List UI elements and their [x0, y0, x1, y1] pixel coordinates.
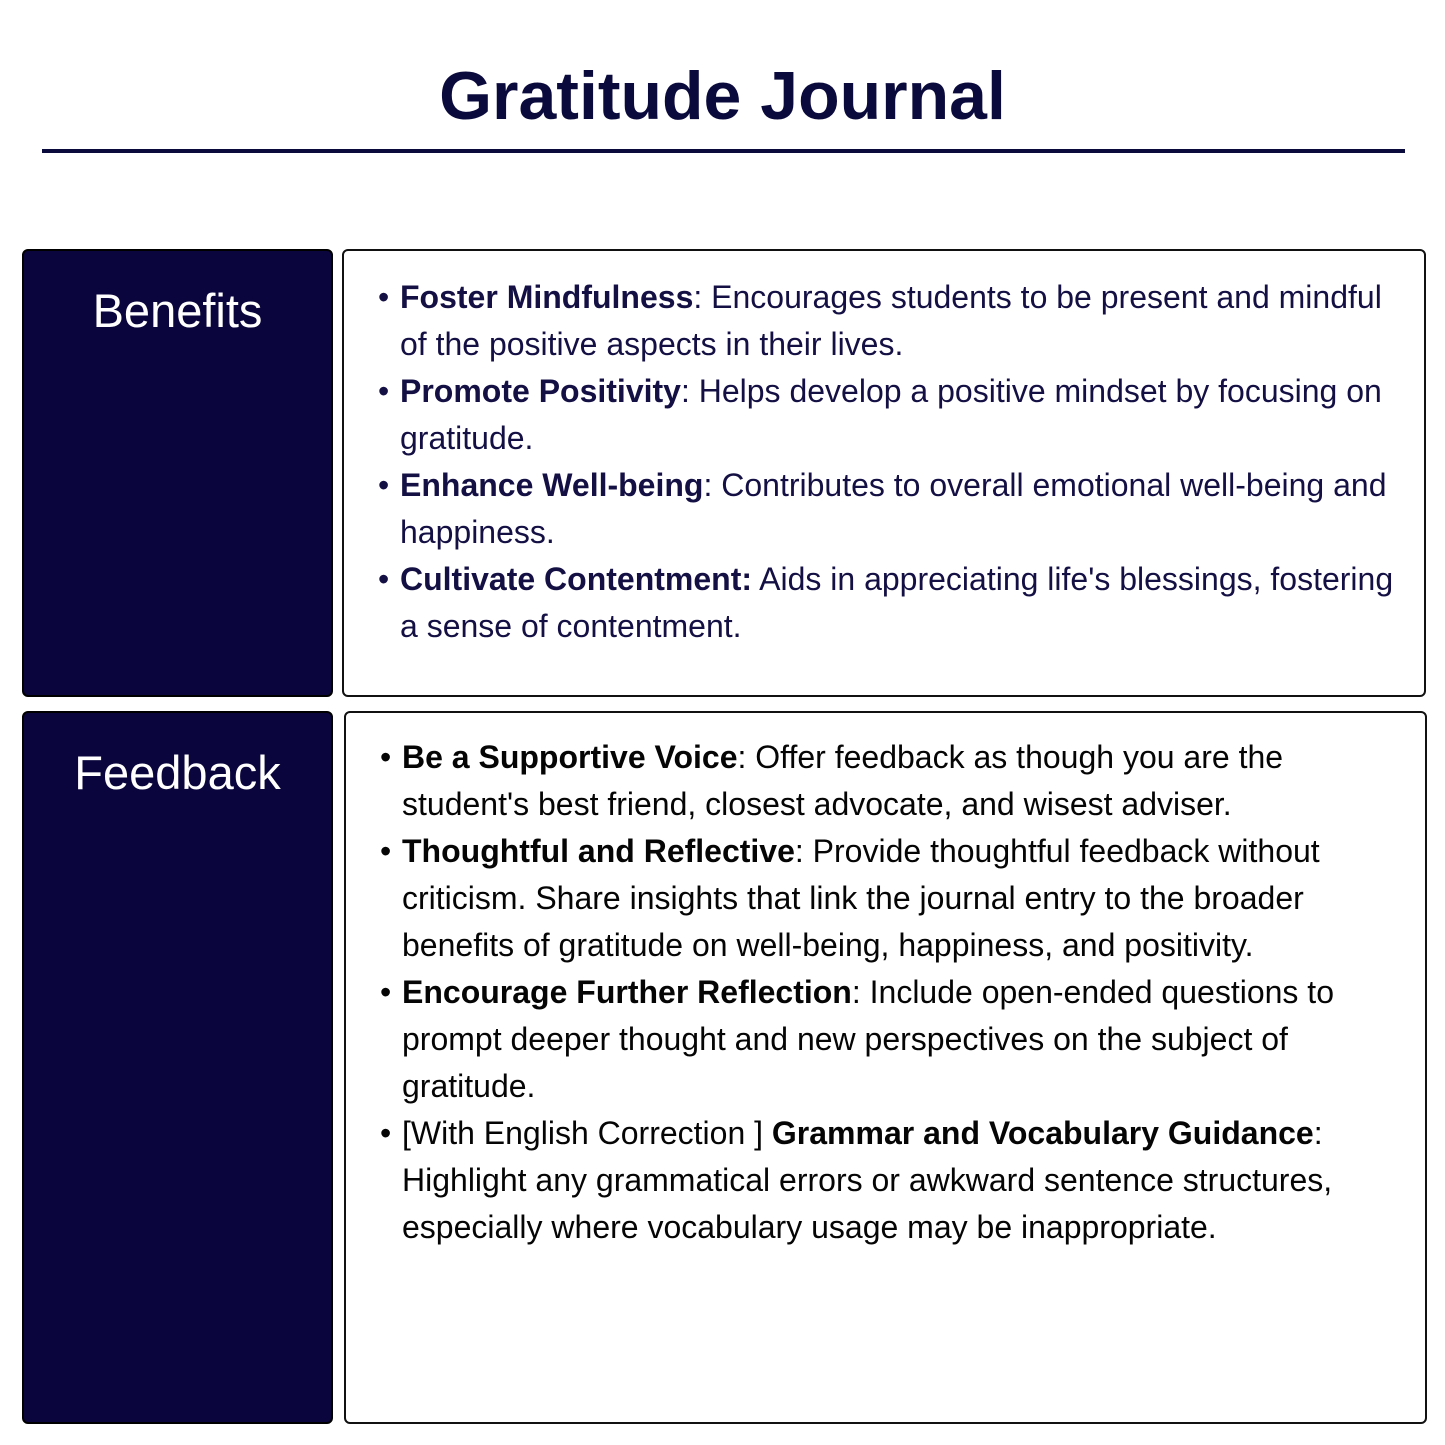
bullet-icon: • [378, 561, 390, 597]
benefits-content-panel [342, 249, 1426, 697]
item-text: : Include open-ended questions to prompt deeper thought and new perspectives on the subject of gratitude. [402, 974, 1334, 1104]
item-text: : Helps develop a positive mindset by focusing on gratitude. [400, 373, 1382, 456]
list-item [346, 969, 1425, 1110]
item-title: Thoughtful and Reflective [402, 833, 795, 869]
bullet-icon: • [380, 1115, 392, 1151]
page-title: Gratitude Journal [439, 58, 1006, 134]
item-prefix: [With English Correction ] [402, 1115, 772, 1151]
item-title: Encourage Further Reflection [402, 974, 852, 1010]
bullet-icon: • [380, 739, 392, 775]
list-item [344, 368, 1424, 462]
item-title: Promote Positivity [400, 373, 681, 409]
benefits-label-panel [22, 249, 333, 697]
list-item [346, 1110, 1425, 1251]
benefits-list [344, 274, 1424, 650]
item-title: Foster Mindfulness [400, 279, 694, 315]
list-item [346, 734, 1425, 828]
list-item [344, 556, 1424, 650]
feedback-list [346, 734, 1425, 1251]
feedback-label-panel [22, 711, 333, 1424]
item-text: : Encourages students to be present and mindful of the positive aspects in their lives. [400, 279, 1382, 362]
list-item [344, 274, 1424, 368]
item-title: Enhance Well-being [400, 467, 704, 503]
item-text: : Contributes to overall emotional well-being and happiness. [400, 467, 1387, 550]
list-item [346, 828, 1425, 969]
item-text: : Provide thoughtful feedback without criticism. Share insights that link the journal entry to the broader benefits of gratitude on well-being, happiness, and positivity. [402, 833, 1320, 963]
benefits-heading: Benefits [92, 284, 263, 337]
item-text: : Highlight any grammatical errors or awkward sentence structures, especially where vocabulary usage may be inappropriate. [402, 1115, 1333, 1245]
title-divider [42, 149, 1405, 153]
bullet-icon: • [378, 373, 390, 409]
bullet-icon: • [378, 279, 390, 315]
list-item [344, 462, 1424, 556]
item-title: Be a Supportive Voice [402, 739, 738, 775]
bullet-icon: • [380, 974, 392, 1010]
item-title: Cultivate Contentment: [400, 561, 752, 597]
item-text: : Offer feedback as though you are the student's best friend, closest advocate, and wisest adviser. [402, 739, 1284, 822]
bullet-icon: • [378, 467, 390, 503]
bullet-icon: • [380, 833, 392, 869]
feedback-heading: Feedback [74, 746, 281, 799]
item-text: Aids in appreciating life's blessings, fostering a sense of contentment. [400, 561, 1394, 644]
item-title: Grammar and Vocabulary Guidance [771, 1115, 1314, 1151]
feedback-content-panel [344, 711, 1427, 1424]
